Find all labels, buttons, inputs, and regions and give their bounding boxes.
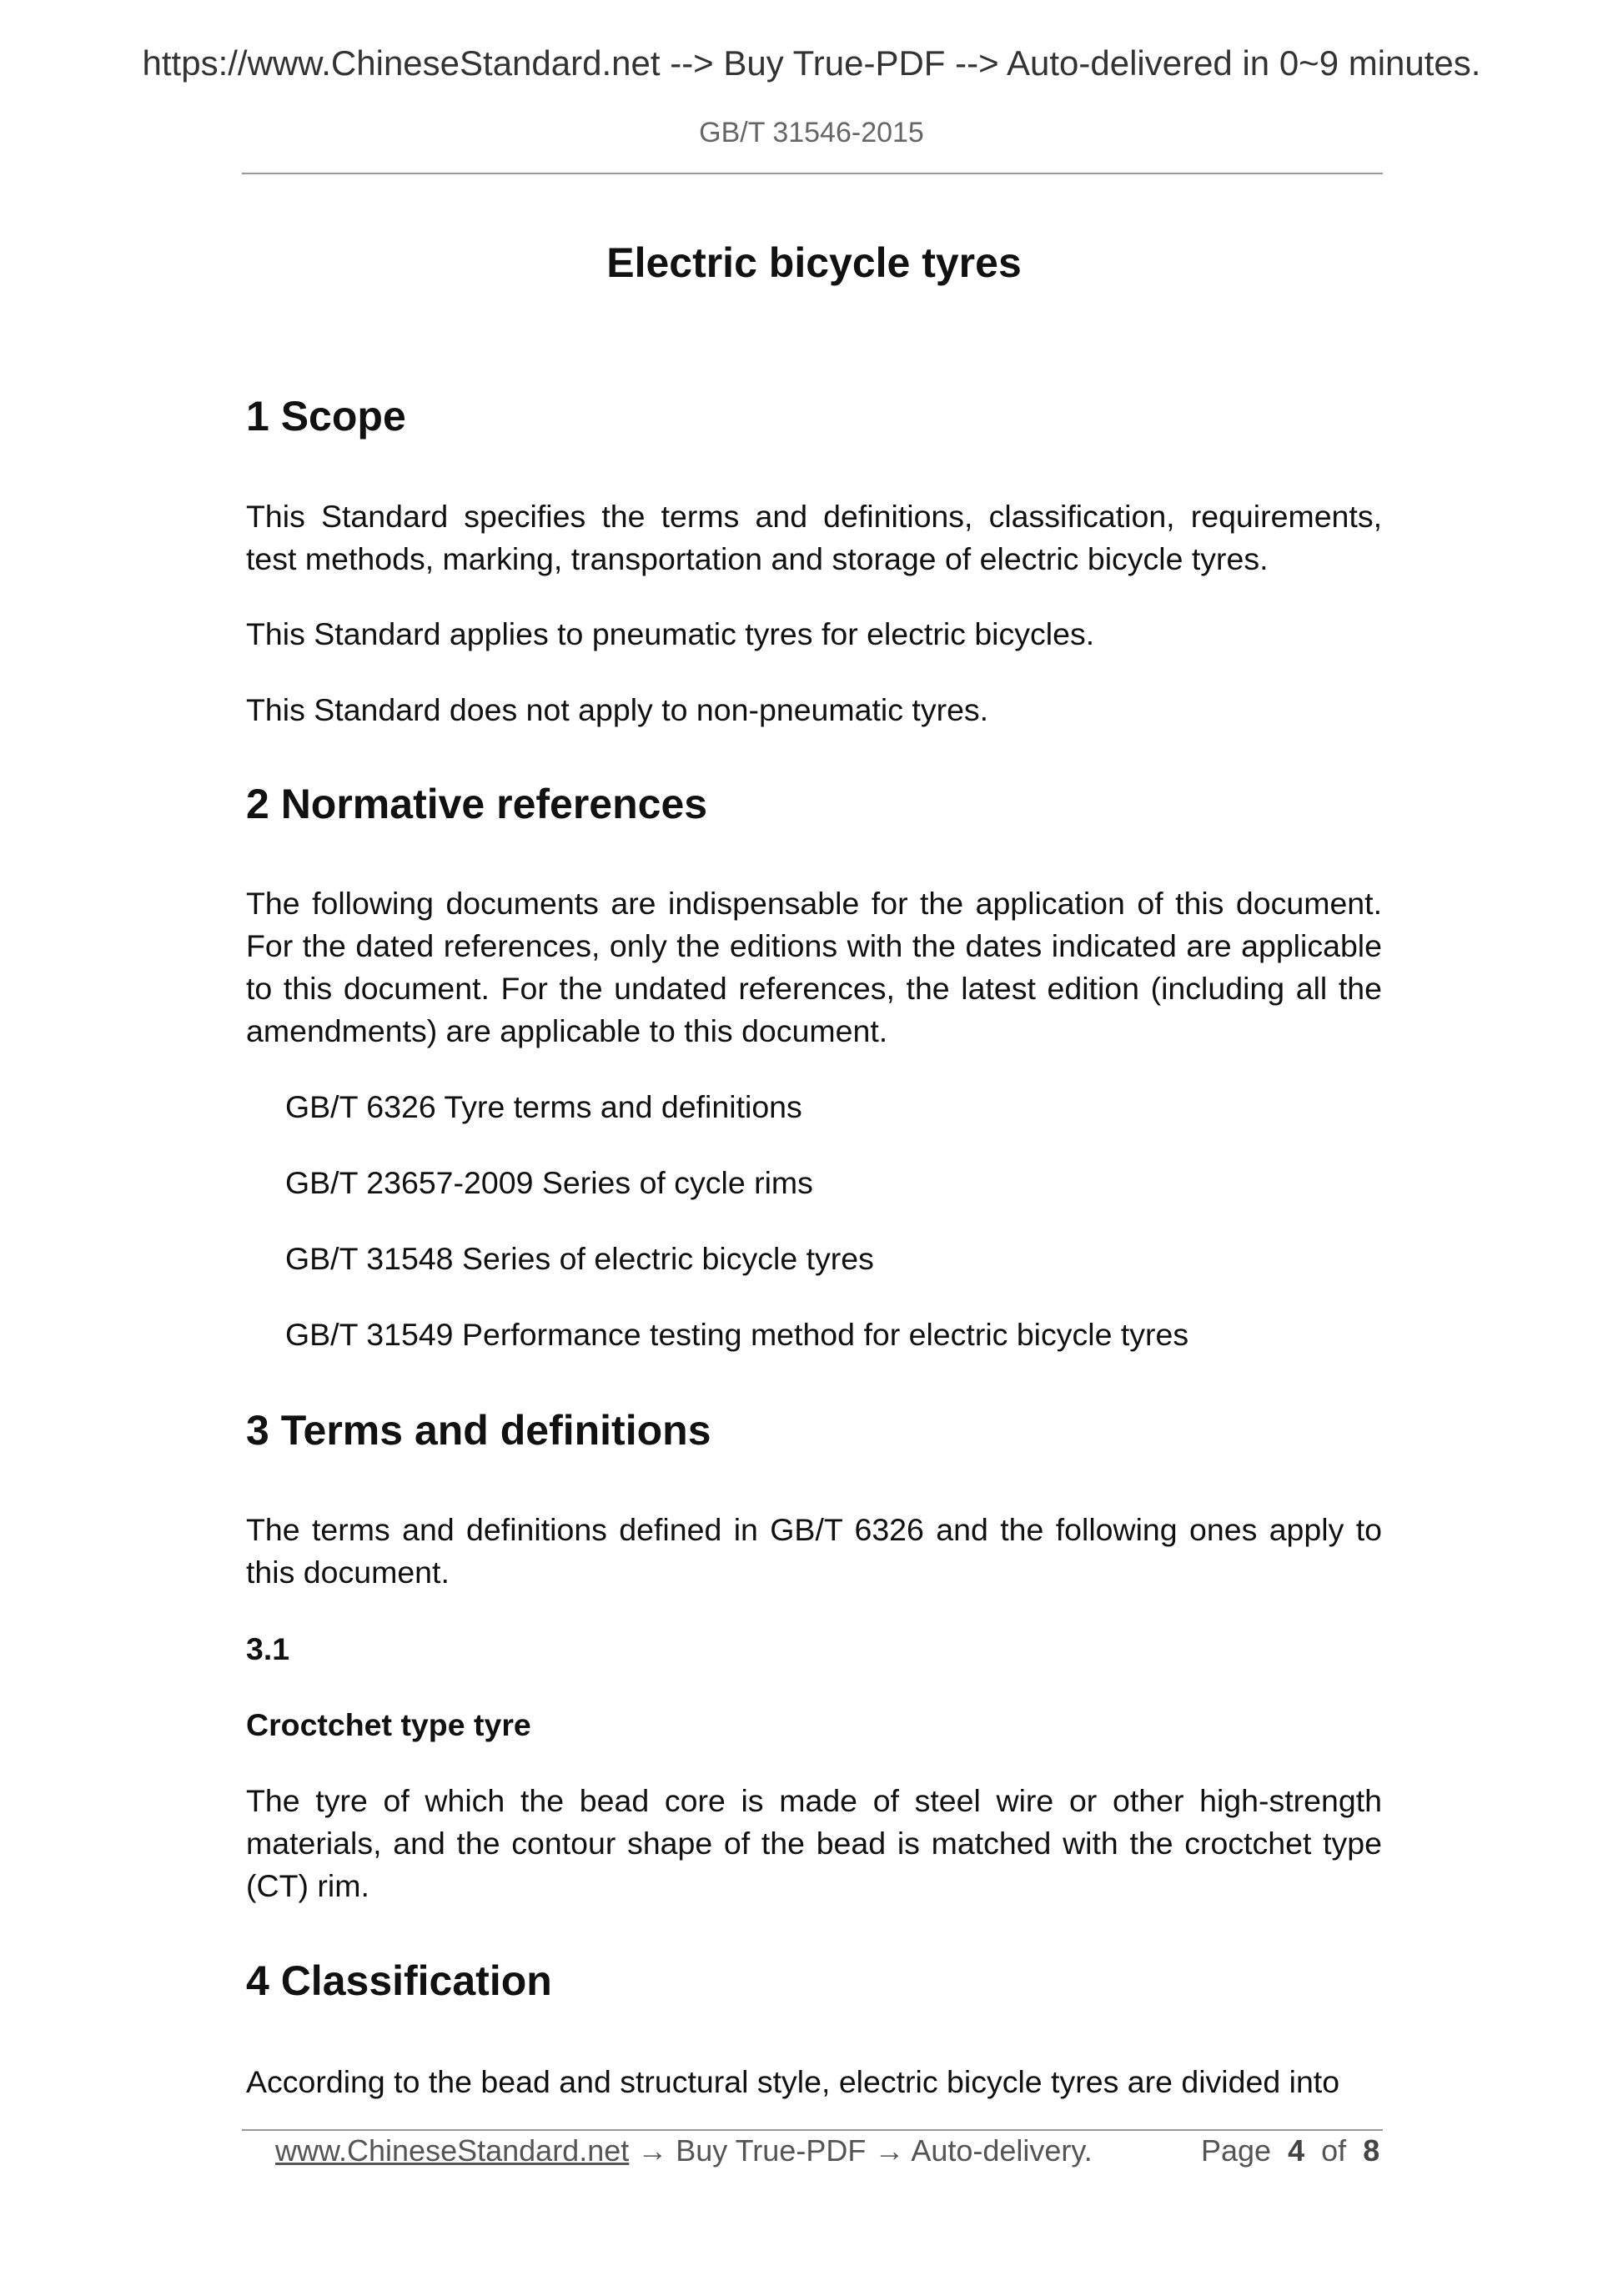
term-definition: The tyre of which the bead core is made of steel wire or other high-strength materials, and the contour shape of the bead is matched with the croctchet type (CT) rim.	[246, 1783, 1382, 1903]
page-indicator	[1201, 2133, 1379, 2168]
document-title: Electric bicycle tyres	[606, 239, 1022, 286]
header-divider	[242, 173, 1383, 174]
footer-site-link[interactable]: www.ChineseStandard.net	[275, 2133, 630, 2168]
footer-left	[275, 2133, 1093, 2168]
page-label: Page	[1201, 2133, 1272, 2168]
scope-paragraph-1: This Standard specifies the terms and definitions, classification, requirements, test methods, marking, transportation and storage of electric bicycle tyres.	[246, 499, 1382, 576]
section-heading-terms-definitions: 3 Terms and definitions	[246, 1407, 711, 1454]
terms-intro: The terms and definitions defined in GB/T 6326 and the following ones apply to this document.	[246, 1512, 1382, 1590]
section-heading-classification: 4 Classification	[246, 1957, 552, 2004]
scope-paragraph-3: This Standard does not apply to non-pneumatic tyres.	[246, 692, 989, 727]
section-heading-scope: 1 Scope	[246, 393, 406, 440]
page-total: 8	[1363, 2133, 1380, 2168]
reference-item: GB/T 31549 Performance testing method for electric bicycle tyres	[285, 1317, 1189, 1352]
term-name: Croctchet type tyre	[246, 1707, 531, 1742]
page-of: of	[1321, 2133, 1347, 2168]
reference-item: GB/T 23657-2009 Series of cycle rims	[285, 1165, 813, 1200]
page-current: 4	[1288, 2133, 1305, 2168]
section-heading-normative-references: 2 Normative references	[246, 781, 708, 827]
classification-paragraph-1: According to the bead and structural style, electric bicycle tyres are divided into	[246, 2064, 1340, 2099]
footer-tagline: → Buy True-PDF → Auto-delivery.	[629, 2133, 1093, 2168]
reference-item: GB/T 31548 Series of electric bicycle tyres	[285, 1241, 874, 1276]
normative-intro: The following documents are indispensable for the application of this document. For the dated references, only the editions with the dates indicated are applicable to this document. For the undated references, the latest edition (including all the amendments) are applicable to this document.	[246, 886, 1382, 1048]
standard-code: GB/T 31546-2015	[699, 117, 924, 148]
footer-divider	[242, 2129, 1383, 2131]
reference-item: GB/T 6326 Tyre terms and definitions	[285, 1089, 802, 1124]
top-banner: https://www.ChineseStandard.net --> Buy True-PDF --> Auto-delivered in 0~9 minutes.	[142, 43, 1481, 83]
term-number: 3.1	[246, 1631, 290, 1666]
scope-paragraph-2: This Standard applies to pneumatic tyres for electric bicycles.	[246, 616, 1095, 651]
